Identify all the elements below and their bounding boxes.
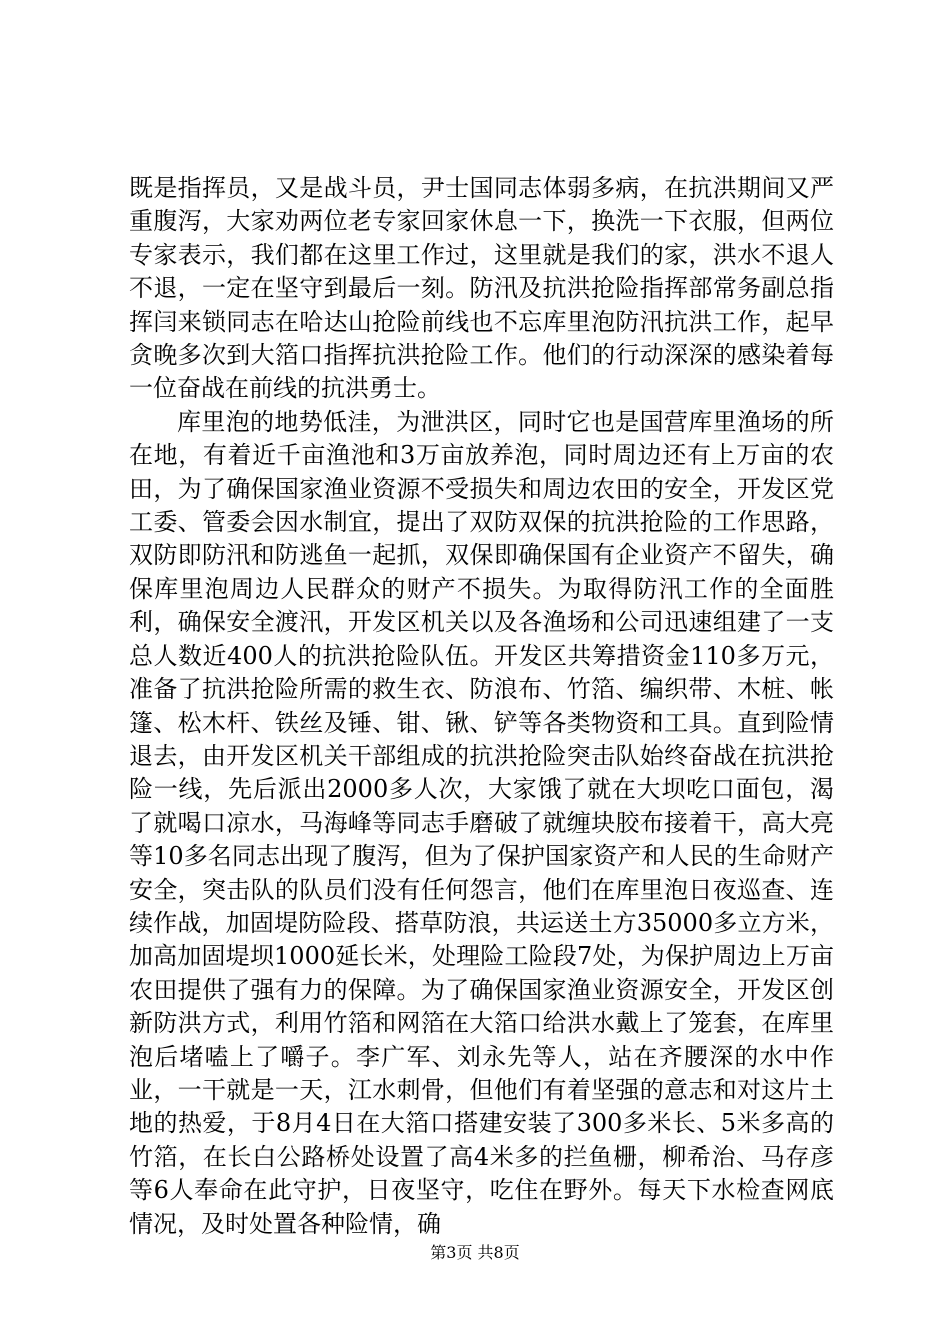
paragraph-1: 既是指挥员，又是战斗员，尹士国同志体弱多病，在抗洪期间又严重腹泻，大家劝两位老专家回家休息一下，换洗一下衣服，但两位专家表示，我们都在这里工作过，这里就是我们的家，洪水不退人不退，一定在坚守到最后一刻。防汛及抗洪抢险指挥部常务副总指挥闫来锁同志在哈达山抢险前线也不忘库里泡防汛抗洪工作，起早贪晚多次到大箔口指挥抗洪抢险工作。他们的行动深深的感染着每一位奋战在前线的抗洪勇士。 — [129, 174, 834, 403]
document-body — [129, 172, 834, 1241]
page-footer: 第3页 共8页 — [430, 1243, 520, 1262]
paragraph-2: 库里泡的地势低洼，为泄洪区，同时它也是国营库里渔场的所在地，有着近千亩渔池和3万亩放养泡，同时周边还有上万亩的农田，为了确保国家渔业资源不受损失和周边农田的安全，开发区党工委、管委会因水制宜，提出了双防双保的抗洪抢险的工作思路，双防即防汛和防逃鱼一起抓，双保即确保国有企业资产不留失，确保库里泡周边人民群众的财产不损失。为取得防汛工作的全面胜利，确保安全渡汛，开发区机关以及各渔场和公司迅速组建了一支总人数近400人的抗洪抢险队伍。开发区共筹措资金110多万元，准备了抗洪抢险所需的救生衣、防浪布、竹箔、编织带、木桩、帐篷、松木杆、铁丝及锤、钳、锹、铲等各类物资和工具。直到险情退去，由开发区机关干部组成的抗洪抢险突击队始终奋战在抗洪抢险一线，先后派出2000多人次，大家饿了就在大坝吃口面包，渴了就喝口凉水，马海峰等同志手磨破了就缠块胶布接着干，高大亮等10多名同志出现了腹泻，但为了保护国家资产和人民的生命财产安全，突击队的队员们没有任何怨言，他们在库里泡日夜巡查、连续作战，加固堤防险段、搭草防浪，共运送土方35000多立方米，加高加固堤坝1000延长米，处理险工险段7处，为保护周边上万亩农田提供了强有力的保障。为了确保国家渔业资源安全，开发区创新防洪方式，利用竹箔和网箔在大箔口给洪水戴上了笼套，在库里泡后堵嗑上了嚼子。李广军、刘永先等人，站在齐腰深的水中作业，一干就是一天，江水刺骨，但他们有着坚强的意志和对这片土地的热爱，于8月4日在大箔口搭建安装了300多米长、5米多高的竹箔，在长白公路桥处设置了高4米多的拦鱼栅，柳希治、马存彦等6人奉命在此守护，日夜坚守，吃住在野外。每天下水检查网底情况，及时处置各种险情，确 — [129, 407, 834, 1238]
